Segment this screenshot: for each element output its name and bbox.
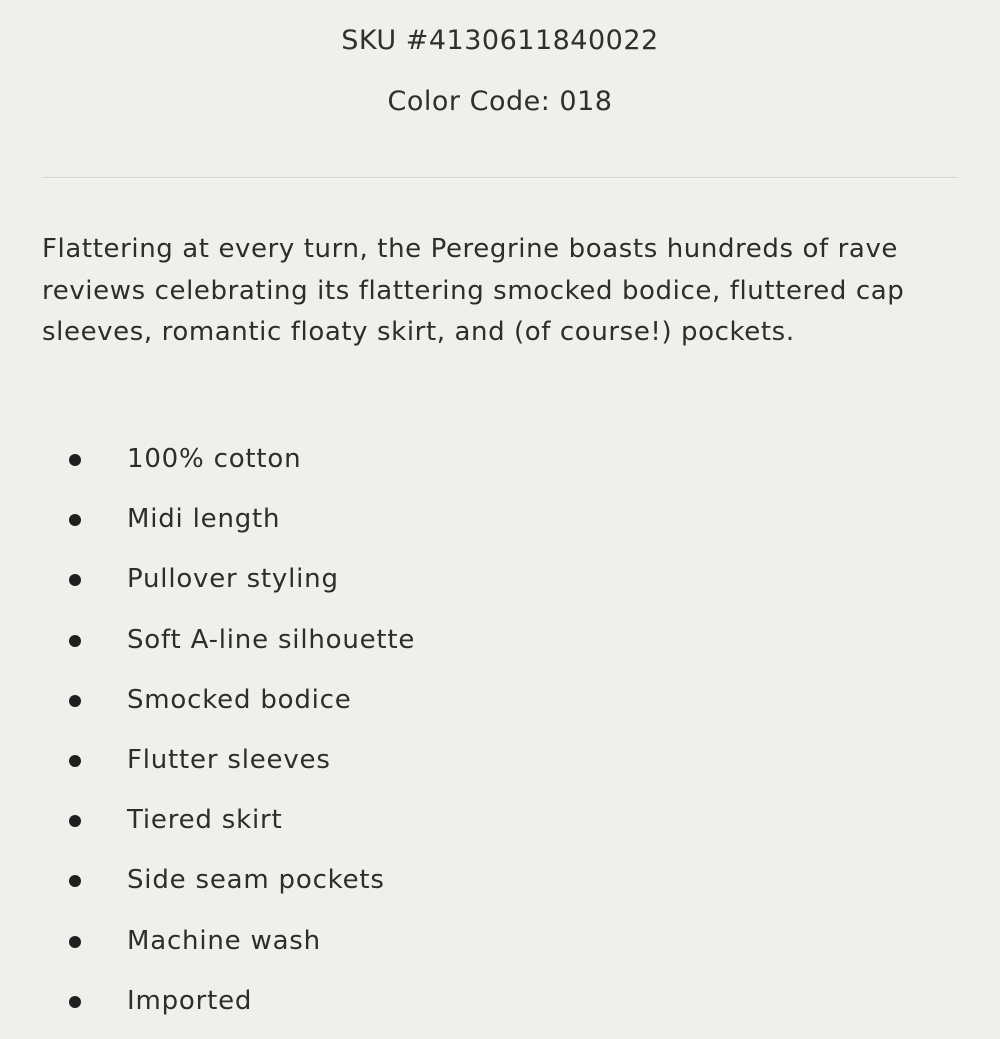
bullet-icon	[69, 815, 81, 827]
feature-label: Pullover styling	[127, 564, 339, 595]
feature-label: Machine wash	[127, 925, 321, 956]
color-code: Color Code: 018	[387, 86, 613, 117]
feature-label: 100% cotton	[127, 444, 302, 474]
feature-label: Midi length	[127, 504, 281, 535]
feature-label: Smocked bodice	[127, 684, 352, 715]
feature-label: Side seam pockets	[127, 865, 385, 896]
section-divider	[42, 177, 958, 179]
product-description: Flattering at every turn, the Peregrine boasts hundreds of rave reviews celebrating its flattering smocked bodice, fluttered cap sleeves, romantic floaty skirt, and (of course!) pockets.	[42, 234, 905, 347]
feature-label: Flutter sleeves	[127, 744, 331, 775]
feature-label: Tiered skirt	[127, 805, 283, 836]
bullet-icon	[69, 936, 81, 948]
feature-label: Imported	[127, 985, 253, 1016]
bullet-icon	[69, 996, 81, 1008]
bullet-icon	[69, 635, 81, 647]
bullet-icon	[69, 514, 81, 526]
feature-label: Soft A-line silhouette	[127, 624, 416, 655]
bullet-icon	[69, 695, 81, 707]
bullet-icon	[69, 875, 81, 887]
sku-number: SKU #4130611840022	[341, 25, 659, 56]
bullet-icon	[69, 454, 81, 466]
bullet-icon	[69, 574, 81, 586]
bullet-icon	[69, 755, 81, 767]
